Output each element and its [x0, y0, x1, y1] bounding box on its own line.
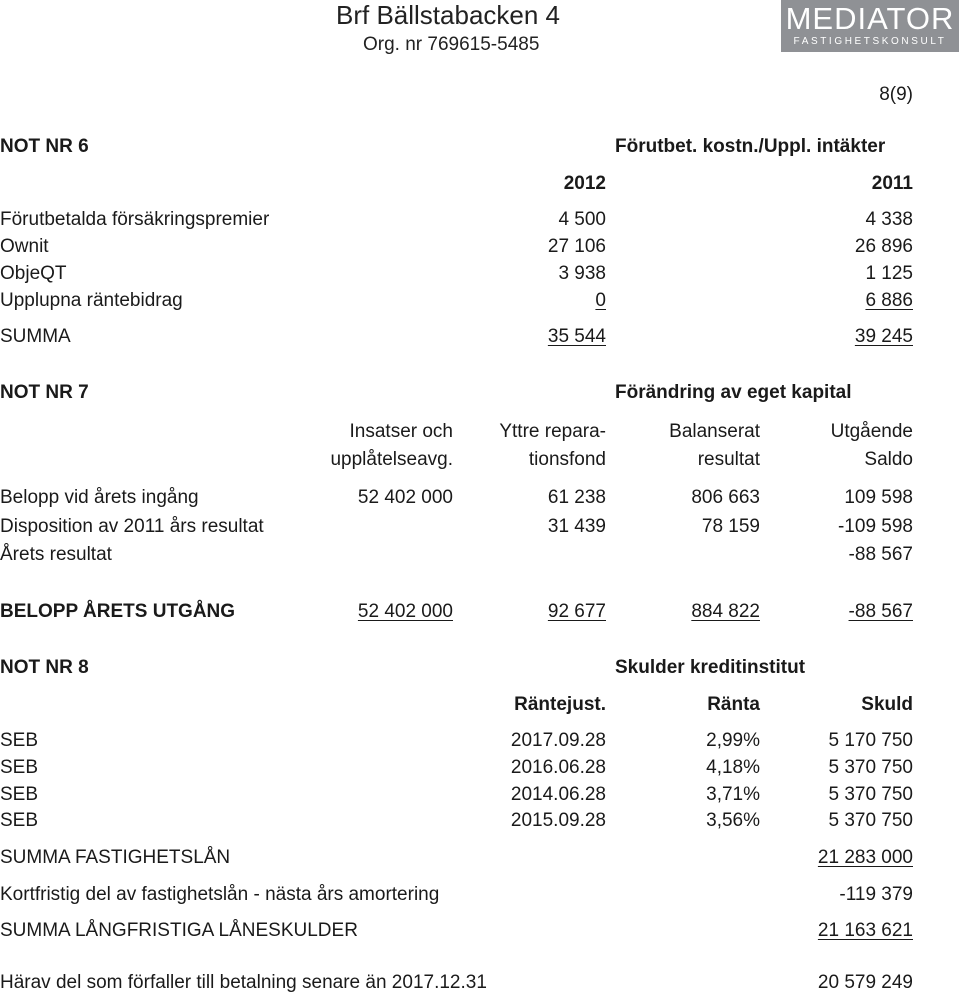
cell-rantejust: 2016.06.28	[510, 757, 606, 778]
cell-balanserat: 806 663	[691, 487, 760, 508]
kortfristig-label: Kortfristig del av fastighetslån - nästa års amortering	[0, 884, 440, 905]
cell-ranta: 3,71%	[706, 784, 760, 805]
row-label: Förutbetalda försäkringspremier	[0, 209, 270, 230]
row-label: Belopp vid årets ingång	[0, 487, 199, 508]
value-2011: 6 886	[865, 290, 913, 311]
row-label: SEB	[0, 784, 39, 805]
value-2012: 27 106	[547, 236, 606, 257]
cell-skuld: 5 370 750	[828, 757, 913, 778]
cell-yttre: 31 439	[547, 516, 606, 537]
cell-yttre: 61 238	[547, 487, 606, 508]
total-utgaende: -88 567	[848, 601, 913, 622]
row-label: SEB	[0, 757, 39, 778]
logo-sub-text: FASTIGHETSKONSULT	[793, 36, 947, 47]
logo-main-text: MEDIATOR	[785, 1, 955, 36]
note7-header-balanserat: Balanserat	[669, 421, 760, 442]
note7-header-insatser-2: upplåtelseavg.	[330, 449, 453, 470]
page-number: 8(9)	[879, 84, 913, 105]
total-label: BELOPP ÅRETS UTGÅNG	[0, 601, 236, 622]
sum-fastighetslan-label: SUMMA FASTIGHETSLÅN	[0, 847, 231, 868]
note8-col-skuld: Skuld	[861, 694, 913, 715]
value-2011: 4 338	[865, 209, 913, 230]
cell-skuld: 5 370 750	[828, 784, 913, 805]
cell-rantejust: 2014.06.28	[510, 784, 606, 805]
note7-heading: Förändring av eget kapital	[615, 382, 852, 403]
cell-rantejust: 2017.09.28	[510, 730, 606, 751]
note8-title: NOT NR 8	[0, 657, 89, 678]
value-2012: 4 500	[558, 209, 606, 230]
note7-header-yttre-2: tionsfond	[528, 449, 606, 470]
cell-ranta: 4,18%	[706, 757, 760, 778]
total-yttre: 92 677	[547, 601, 606, 622]
cell-ranta: 2,99%	[706, 730, 760, 751]
value-2011: 26 896	[854, 236, 913, 257]
row-label: ObjeQT	[0, 263, 67, 284]
note6-col-2012: 2012	[563, 173, 606, 194]
cell-skuld: 5 370 750	[828, 810, 913, 831]
note6-heading: Förutbet. kostn./Uppl. intäkter	[615, 136, 886, 157]
value-2012: 0	[595, 290, 606, 311]
value-2011: 1 125	[865, 263, 913, 284]
cell-utgaende: -88 567	[848, 544, 913, 565]
sum-langfristiga-value: 21 163 621	[817, 920, 913, 941]
note8-col-rantejust: Räntejust.	[514, 694, 606, 715]
mediator-logo	[781, 0, 959, 52]
note7-title: NOT NR 7	[0, 382, 89, 403]
sum-langfristiga-label: SUMMA LÅNGFRISTIGA LÅNESKULDER	[0, 920, 358, 941]
note7-header-utgaende-2: Saldo	[864, 449, 913, 470]
cell-utgaende: 109 598	[844, 487, 913, 508]
cell-insatser: 52 402 000	[357, 487, 453, 508]
sum-2012: 35 544	[547, 326, 606, 347]
cell-ranta: 3,56%	[706, 810, 760, 831]
row-label: Ownit	[0, 236, 49, 257]
organization-name: Brf Bällstabacken 4	[336, 0, 561, 30]
total-insatser: 52 402 000	[357, 601, 453, 622]
value-2012: 3 938	[558, 263, 606, 284]
note7-header-yttre: Yttre repara-	[499, 421, 606, 442]
note6-title: NOT NR 6	[0, 136, 89, 157]
cell-balanserat: 78 159	[701, 516, 760, 537]
harav-label: Härav del som förfaller till betalning senare än 2017.12.31	[0, 972, 487, 993]
row-label: Årets resultat	[0, 544, 112, 565]
harav-value: 20 579 249	[817, 972, 913, 993]
cell-rantejust: 2015.09.28	[510, 810, 606, 831]
sum-2011: 39 245	[854, 326, 913, 347]
row-label: SEB	[0, 730, 39, 751]
note7-header-balanserat-2: resultat	[697, 449, 760, 470]
cell-skuld: 5 170 750	[828, 730, 913, 751]
note7-header-utgaende: Utgående	[830, 421, 913, 442]
row-label: SEB	[0, 810, 39, 831]
sum-label: SUMMA	[0, 326, 71, 347]
row-label: Upplupna räntebidrag	[0, 290, 183, 311]
organization-number: Org. nr 769615-5485	[363, 34, 540, 55]
note6-col-2011: 2011	[871, 173, 913, 194]
note8-col-ranta: Ränta	[707, 694, 760, 715]
note8-heading: Skulder kreditinstitut	[615, 657, 806, 678]
row-label: Disposition av 2011 års resultat	[0, 516, 264, 537]
kortfristig-value: -119 379	[839, 884, 913, 905]
note7-header-insatser: Insatser och	[349, 421, 453, 442]
total-balanserat: 884 822	[691, 601, 760, 622]
cell-utgaende: -109 598	[837, 516, 913, 537]
sum-fastighetslan-value: 21 283 000	[817, 847, 913, 868]
